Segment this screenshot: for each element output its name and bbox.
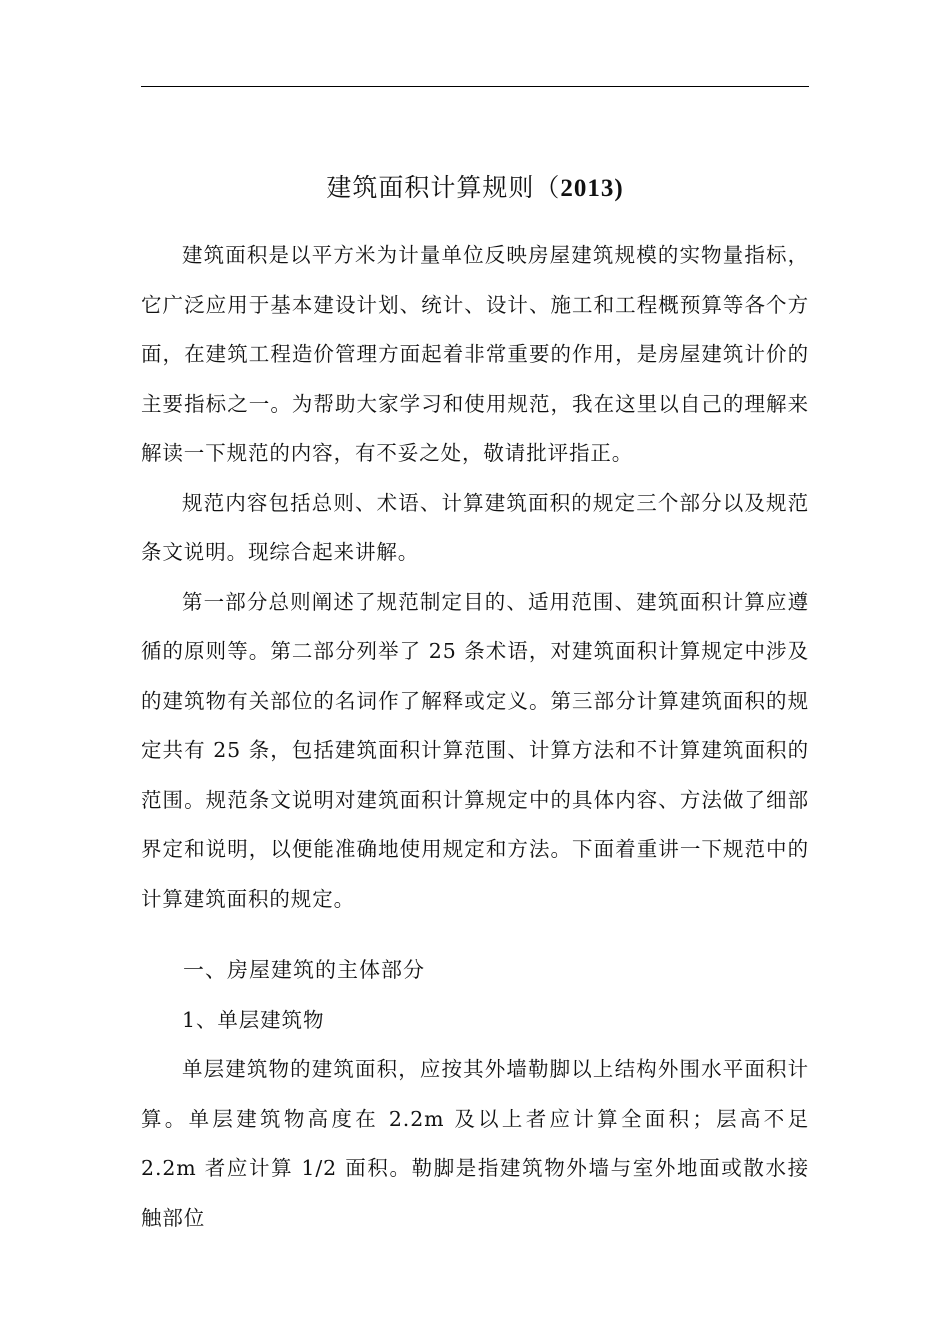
parts-paragraph: 第一部分总则阐述了规范制定目的、适用范围、建筑面积计算应遵循的原则等。第二部分列举了 25 条术语，对建筑面积计算规定中涉及的建筑物有关部位的名词作了解释或定义。第三部分计算建筑面积的规定共有 25 条，包括建筑面积计算范围、计算方法和不计算建筑面积的范围。规范条文说明对建筑面积计算规定中的具体内容、方法做了细部界定和说明，以便能准确地使用规定和方法。下面着重讲一下规范中的计算建筑面积的规定。 [141,589,809,911]
title-text: 建筑面积计算规则（ [326,173,561,202]
header-rule [141,86,809,87]
section-heading: 一、房屋建筑的主体部分 [183,958,425,982]
subsection-paragraph: 单层建筑物的建筑面积，应按其外墙勒脚以上结构外围水平面积计算。单层建筑物高度在 2.2m 及以上者应计算全面积；层高不足 2.2m 者应计算 1/2 面积。勒脚是指建筑物外墙与室外地面或散水接触部位 [141,1057,809,1230]
subsection-heading: 1、单层建筑物 [182,1007,325,1032]
page-title [0,168,950,209]
title-year: 2013) [560,175,624,202]
intro-paragraph: 建筑面积是以平方米为计量单位反映房屋建筑规模的实物量指标，它广泛应用于基本建设计划、统计、设计、施工和工程概预算等各个方面，在建筑工程造价管理方面起着非常重要的作用，是房屋建筑计价的主要指标之一。为帮助大家学习和使用规范，我在这里以自己的理解来解读一下规范的内容，有不妥之处，敬请批评指正。 [141,243,809,465]
document-body [141,231,809,1243]
structure-paragraph: 规范内容包括总则、术语、计算建筑面积的规定三个部分以及规范条文说明。现综合起来讲解。 [141,490,809,564]
